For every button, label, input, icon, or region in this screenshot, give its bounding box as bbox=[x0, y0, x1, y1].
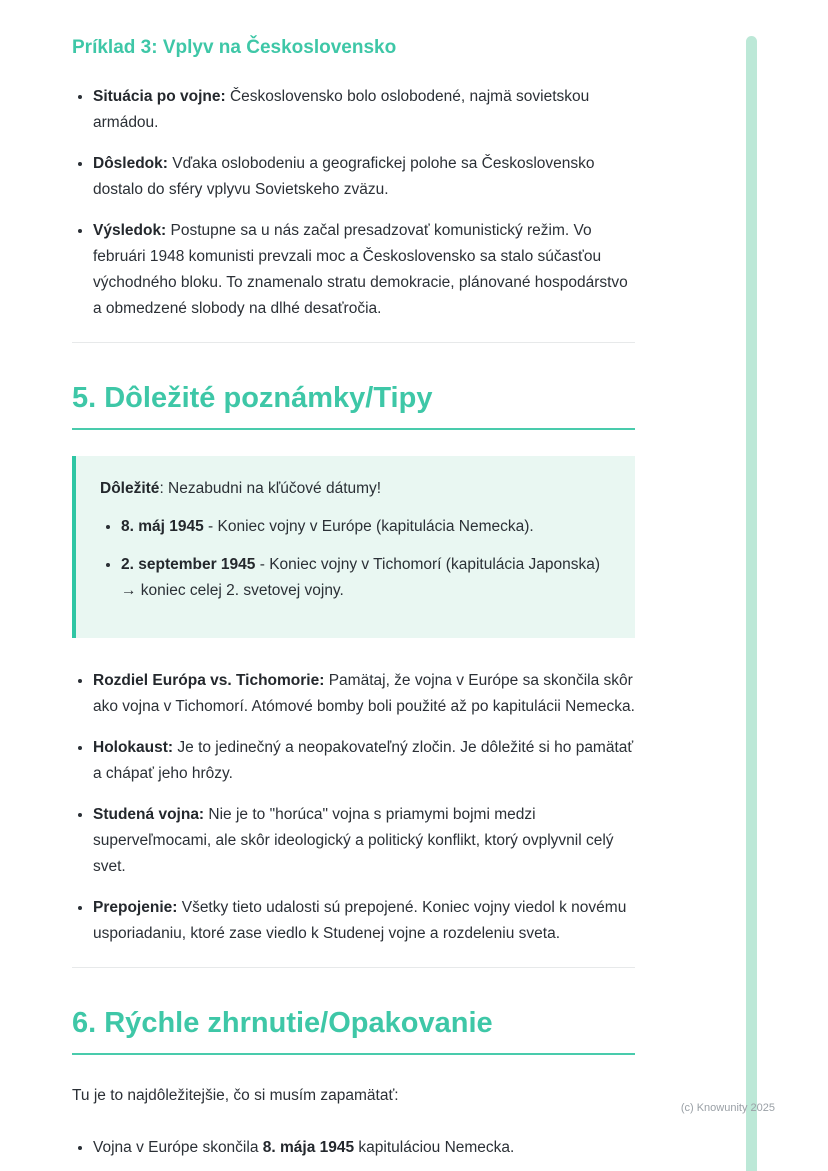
bullet-text: kapituláciou Nemecka. bbox=[354, 1139, 515, 1156]
section5-title: 5. Dôležité poznámky/Tipy bbox=[72, 381, 635, 430]
bullet-text: - Koniec vojny v Európe (kapitulácia Nemecka). bbox=[203, 518, 534, 535]
callout-bullet-list bbox=[100, 514, 611, 604]
vertical-accent-bar bbox=[746, 36, 757, 1171]
copyright-notice: (c) Knowunity 2025 bbox=[680, 1102, 775, 1114]
list-item bbox=[93, 735, 635, 787]
section6-title: 6. Rýchle zhrnutie/Opakovanie bbox=[72, 1006, 635, 1055]
bullet-term: Prepojenie: bbox=[93, 899, 178, 916]
callout-lead-text: : Nezabudni na kľúčové dátumy! bbox=[159, 480, 382, 497]
section-divider bbox=[72, 967, 635, 968]
section6-intro: Tu je to najdôležitejšie, čo si musím zapamätať: bbox=[72, 1087, 399, 1104]
list-item bbox=[93, 1135, 635, 1161]
bullet-text: Je to jedinečný a neopakovateľný zločin. Je dôležité si ho pamätať a chápať jeho hrôzy. bbox=[93, 739, 634, 782]
document-content bbox=[72, 36, 635, 1161]
bullet-text: Vďaka oslobodeniu a geografickej polohe sa Československo dostalo do sféry vplyvu Sovietskeho zväzu. bbox=[93, 155, 595, 198]
section-divider bbox=[72, 342, 635, 343]
bullet-term: 8. mája 1945 bbox=[262, 1139, 355, 1156]
example3-title: Príklad 3: Vplyv na Československo bbox=[72, 37, 397, 58]
list-item bbox=[93, 895, 635, 947]
section6-bullet-list bbox=[72, 1135, 635, 1161]
bullet-term: Rozdiel Európa vs. Tichomorie: bbox=[93, 672, 325, 689]
list-item bbox=[121, 514, 611, 540]
list-item bbox=[93, 84, 635, 136]
bullet-term: Situácia po vojne: bbox=[93, 88, 226, 105]
callout-lead bbox=[100, 476, 611, 502]
bullet-text: Vojna v Európe skončila bbox=[93, 1139, 263, 1156]
bullet-text: Všetky tieto udalosti sú prepojené. Koniec vojny viedol k novému usporiadaniu, ktoré zase viedlo k Studenej vojne a rozdeleniu sveta. bbox=[93, 899, 627, 942]
bullet-text: Postupne sa u nás začal presadzovať komunistický režim. Vo februári 1948 komunisti prevzali moc a Československo sa stalo súčasťou východného bloku. To znamenalo stratu demokracie, plánované hospodárstvo a obmedzené slobody na dlhé desaťročia. bbox=[93, 222, 628, 317]
bullet-term: 2. september 1945 bbox=[121, 556, 256, 573]
important-callout bbox=[72, 456, 635, 638]
list-item bbox=[93, 151, 635, 203]
list-item bbox=[93, 668, 635, 720]
example3-bullet-list bbox=[72, 84, 635, 322]
list-item bbox=[93, 218, 635, 322]
bullet-text: Pamätaj, že vojna v Európe sa skončila skôr ako vojna v Tichomorí. Atómové bomby boli použité až po kapitulácii Nemecka. bbox=[93, 672, 635, 715]
bullet-term: Výsledok: bbox=[93, 222, 167, 239]
list-item bbox=[121, 552, 611, 604]
callout-lead-term: Dôležité bbox=[100, 480, 160, 497]
bullet-text: - Koniec vojny v Tichomorí (kapitulácia Japonska) → koniec celej 2. svetovej vojny. bbox=[121, 556, 601, 599]
section5-bullet-list bbox=[72, 668, 635, 947]
bullet-term: Dôsledok: bbox=[93, 155, 168, 172]
bullet-term: Holokaust: bbox=[93, 739, 174, 756]
bullet-term: 8. máj 1945 bbox=[121, 518, 204, 535]
bullet-text: Československo bolo oslobodené, najmä sovietskou armádou. bbox=[93, 88, 590, 131]
bullet-term: Studená vojna: bbox=[93, 806, 205, 823]
bullet-text: Nie je to "horúca" vojna s priamymi bojmi medzi superveľmocami, ale skôr ideologický a politický konflikt, ktorý ovplyvnil celý svet. bbox=[93, 806, 614, 875]
list-item bbox=[93, 802, 635, 880]
